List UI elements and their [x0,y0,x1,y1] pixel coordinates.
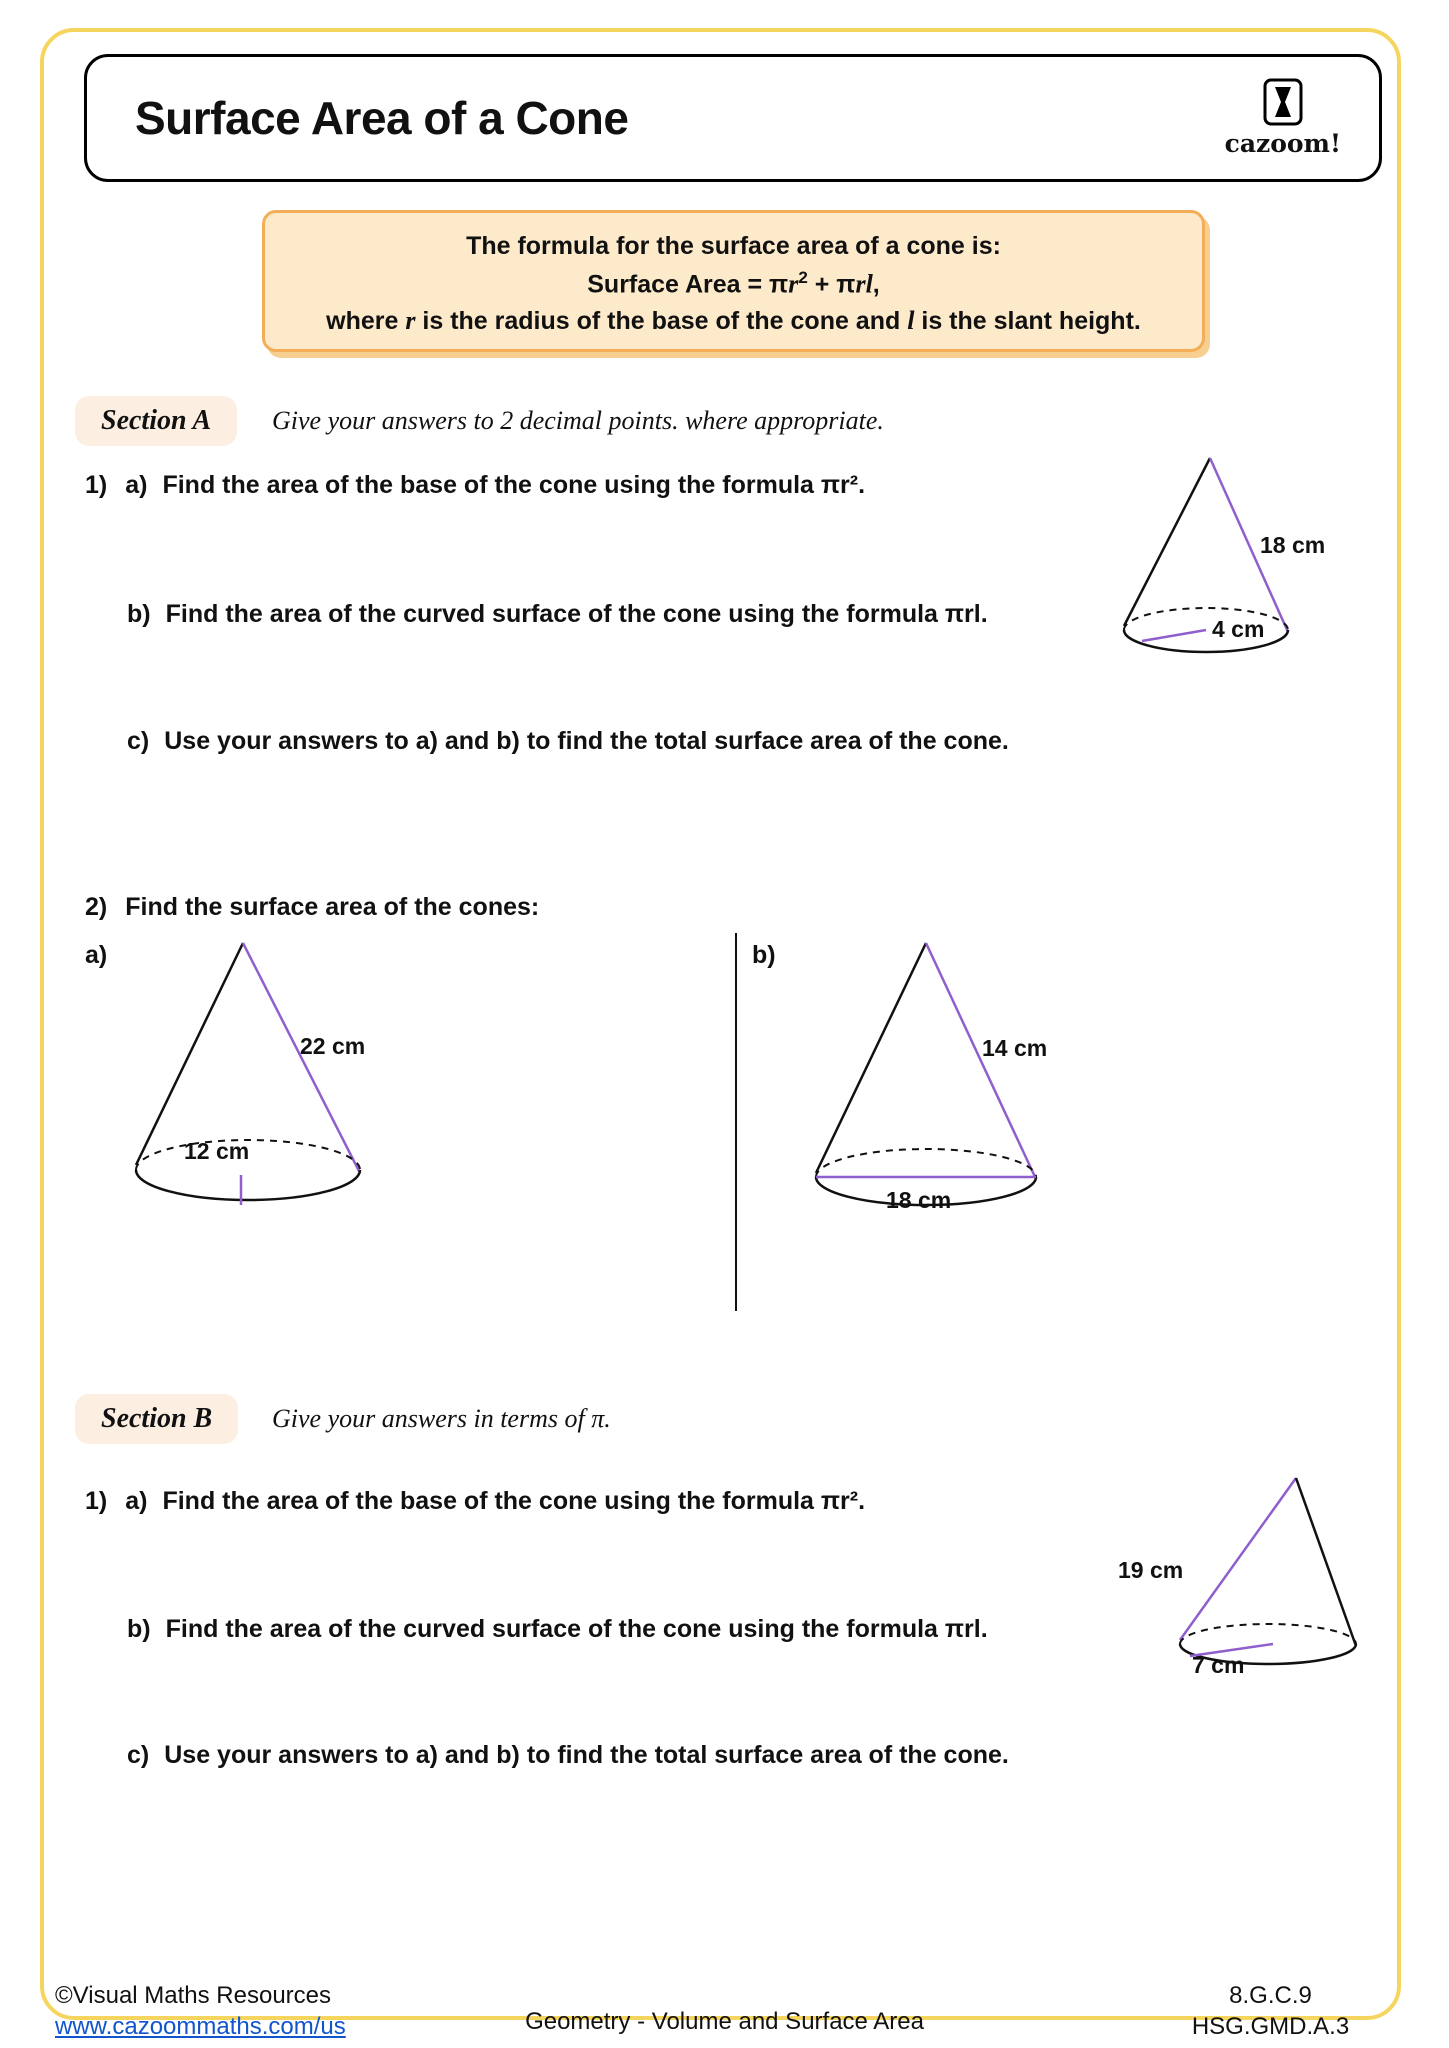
formula-equation [275,268,1192,299]
section-b-label: Section B [75,1394,238,1444]
question-part-label: c) [127,1741,150,1769]
cazoom-logo [1225,78,1341,158]
question-part-label: b) [127,1615,151,1643]
cone-a1-radius-label: 4 cm [1212,616,1265,642]
section-a-instruction: Give your answers to 2 decimal points. where appropriate. [272,406,884,435]
formula-heading: The formula for the surface area of a cone is: [466,232,1001,260]
question-part-label: a) [125,471,148,499]
question-number: 2) [85,893,108,921]
question-b1b [127,1615,988,1644]
cone-2b-diameter-label: 18 cm [886,1187,952,1213]
footer-copyright: ©Visual Maths Resources [55,1982,332,2009]
cone-2b-slant-label: 14 cm [982,1035,1048,1061]
header [84,54,1382,182]
question-text: Find the area of the curved surface of the cone using the formula πrl. [165,600,988,628]
question-a1c [127,727,1009,756]
question-text: Use your answers to a) and b) to find the total surface area of the cone. [164,727,1009,755]
footer-left [55,1980,346,2042]
where-suffix: is the slant height. [914,307,1141,336]
question-a2b-label [752,941,776,970]
column-divider [735,933,737,1311]
cone-b1-slant-label: 19 cm [1118,1557,1184,1583]
question-number: 1) [85,471,108,499]
cone-b1-svg [1168,1472,1368,1682]
cone-2a-slant-label: 22 cm [300,1033,366,1059]
question-b1c [127,1741,1009,1770]
question-a2 [85,893,539,922]
formula-l: l [865,269,873,299]
formula-where-line [275,306,1192,336]
cone-a1-slant-label: 18 cm [1260,532,1326,558]
formula-r1: r [788,269,799,299]
page-title: Surface Area of a Cone [135,92,629,144]
section-b-instruction: Give your answers in terms of π. [272,1404,611,1433]
question-number: 1) [85,1487,108,1515]
question-a1b [127,600,988,629]
question-part-label: b) [127,600,151,628]
question-part-label: a) [125,1487,148,1515]
cone-diagram-a1 [1118,452,1328,674]
question-text: Find the area of the base of the cone using the formula πr². [162,471,866,499]
formula-mid: + π [807,270,856,299]
question-text: Use your answers to a) and b) to find the total surface area of the cone. [164,1741,1009,1769]
cazoom-logo-text: cazoom! [1224,129,1341,158]
cone-diagram-b1 [1100,1472,1380,1692]
cone-2a-svg [128,935,378,1225]
question-text: Find the area of the base of the cone using the formula πr². [162,1487,866,1515]
where-r: r [405,306,416,336]
section-a-label: Section A [75,396,237,446]
footer-url-link[interactable]: www.cazoommaths.com/us [55,2013,346,2040]
footer-standard-1: 8.G.C.9 [1229,1982,1312,2009]
footer-standards [1178,1980,1363,2042]
cazoom-logo-icon [1262,78,1304,128]
formula-box [262,210,1205,352]
cone-2a-radius-label: 12 cm [184,1138,250,1164]
where-l: l [907,306,915,336]
formula-sa-prefix: Surface Area = π [587,270,789,299]
question-b1a [85,1487,865,1516]
question-a1a [85,471,865,500]
where-prefix: where [326,307,406,336]
question-part-label: b) [752,941,776,969]
cone-b1-radius-label: 7 cm [1192,1652,1245,1678]
where-mid: is the radius of the base of the cone and [415,307,908,336]
question-text: Find the area of the curved surface of the cone using the formula πrl. [165,1615,988,1643]
cone-diagram-2a [128,935,393,1235]
formula-comma: , [872,270,880,299]
question-text: Find the surface area of the cones: [125,893,540,921]
question-a2a-label [85,941,107,970]
footer-topic: Geometry - Volume and Surface Area [525,2008,924,2035]
footer-standard-2: HSG.GMD.A.3 [1191,2013,1350,2040]
cone-diagram-2b [798,935,1063,1245]
formula-r2: r [855,269,866,299]
question-part-label: a) [85,941,108,969]
question-part-label: c) [127,727,150,755]
formula-exponent: 2 [798,268,808,287]
